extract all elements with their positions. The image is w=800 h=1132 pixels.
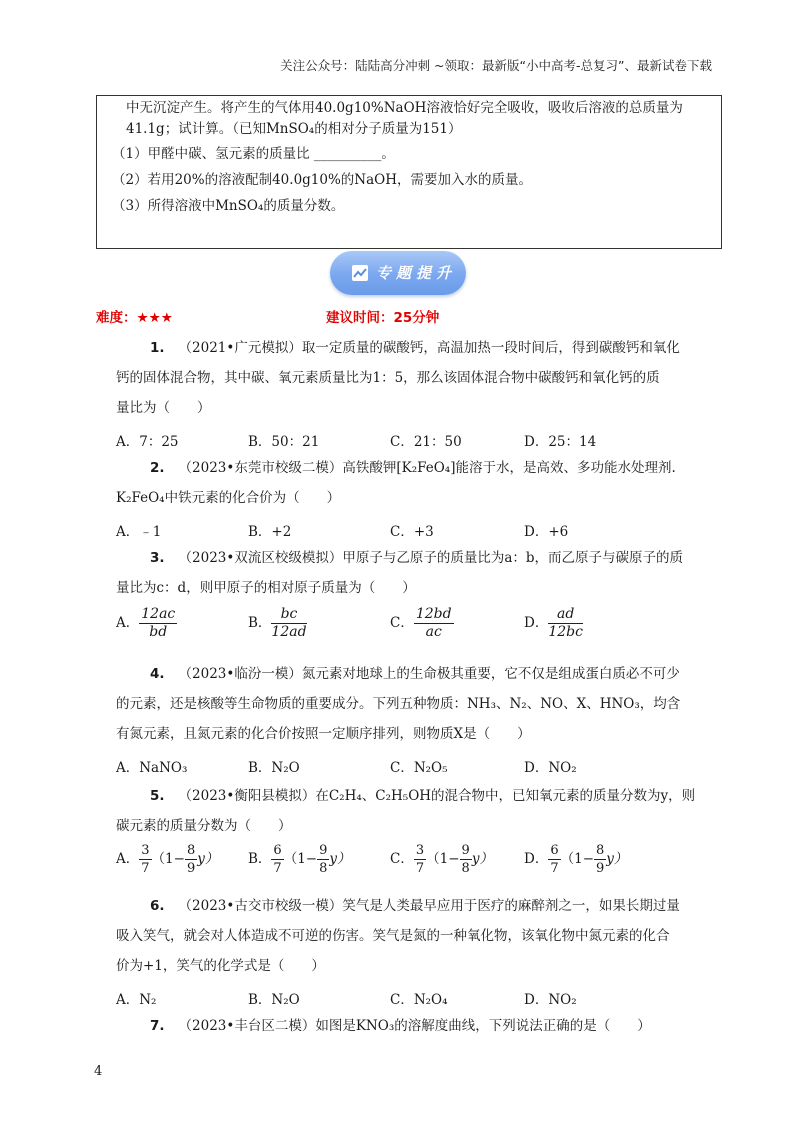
question-text: （2021•广元模拟）取一定质量的碳酸钙，高温加热一段时间后，得到碳酸钙和氧化 (178, 340, 680, 356)
option-label: A． (116, 851, 140, 867)
question-2-option[interactable]: C．+3 (390, 524, 434, 540)
fraction-numerator: 8 (596, 843, 605, 858)
fraction-denominator: bd (149, 624, 168, 640)
question-6-option[interactable]: B．N₂O (248, 992, 300, 1008)
option-fraction-a (271, 842, 283, 877)
section-banner (330, 251, 466, 295)
option-fraction-b (460, 842, 472, 877)
option-fraction (271, 606, 306, 641)
option-label: D． (524, 615, 549, 631)
question-number: 4. (150, 666, 165, 682)
paren-open: （1− (426, 851, 460, 867)
question-6-line: 价为+1，笑气的化学式是（ ） (116, 958, 325, 974)
fraction-numerator: 9 (319, 843, 328, 858)
option-fraction (139, 606, 177, 641)
question-5-option[interactable] (248, 842, 351, 877)
option-fraction-b (317, 842, 329, 877)
fraction-numerator: 6 (550, 843, 559, 858)
question-3-option[interactable] (524, 606, 583, 641)
question-1-option[interactable]: C．21：50 (390, 434, 462, 450)
fraction-denominator: 8 (319, 861, 328, 876)
question-number: 7. (150, 1018, 165, 1034)
option-label: D． (524, 851, 549, 867)
question-4-line: 有氮元素，且氮元素的化合价按照一定顺序排列，则物质X是（ ） (116, 726, 531, 742)
fraction-denominator: 7 (550, 861, 559, 876)
fraction-denominator: ac (425, 624, 442, 640)
fraction-numerator: 3 (415, 843, 425, 858)
question-5-option[interactable] (390, 842, 493, 877)
fraction-denominator: 7 (415, 861, 425, 876)
fraction-numerator: ad (548, 606, 583, 624)
question-4-option[interactable]: C．N₂O₅ (390, 760, 448, 776)
box-subquestion-1: （1）甲醛中碳、氢元素的质量比 __________。 (112, 146, 395, 162)
option-fraction-a (139, 842, 151, 877)
question-text: （2023•双流区校级模拟）甲原子与乙原子的质量比为a：b，而乙原子与碳原子的质 (178, 550, 684, 566)
question-number: 6. (150, 898, 165, 914)
paren-open: （1− (151, 851, 185, 867)
box-subquestion-2: （2）若用20%的溶液配制40.0g10%的NaOH，需要加入水的质量。 (112, 172, 533, 188)
question-4-option[interactable]: D．NO₂ (524, 760, 577, 776)
box-line-2: 41.1g；试计算。（已知MnSO₄的相对分子质量为151） (126, 121, 462, 137)
question-6-line (150, 896, 680, 916)
option-label: C． (390, 851, 414, 867)
question-number: 3. (150, 550, 165, 566)
question-2-option[interactable]: D．+6 (524, 524, 569, 540)
question-5-line: 碳元素的质量分数为（ ） (116, 818, 292, 834)
fraction-denominator: 7 (141, 861, 150, 876)
question-1-line: 钙的固体混合物，其中碳、氧元素质量比为1：5，那么该固体混合物中碳酸钙和氧化钙的质 (116, 370, 660, 386)
question-3-option[interactable] (390, 606, 454, 641)
fraction-denominator: 7 (273, 861, 282, 876)
option-fraction (548, 606, 583, 641)
question-text: （2023•临汾一模）氮元素对地球上的生命极其重要，它不仅是组成蛋白质必不可少 (178, 666, 680, 682)
question-2-option[interactable]: A．﹣1 (116, 524, 162, 540)
question-text: （2023•东莞市校级二模）高铁酸钾[K₂FeO₄]能溶于水，是高效、多功能水处理剂. (178, 460, 676, 476)
option-label: A． (116, 615, 140, 631)
question-2-line: K₂FeO₄中铁元素的化合价为（ ） (116, 490, 341, 506)
paren-open: （1− (560, 851, 595, 867)
question-text: （2023•丰台区二模）如图是KNO₃的溶解度曲线，下列说法正确的是（ ） (178, 1018, 651, 1034)
page-header: 关注公众号：陆陆高分冲刺 ~领取：最新版“小中高考-总复习”、最新试卷下载 (280, 58, 712, 73)
question-4-line (150, 664, 680, 684)
question-3-line: 量比为c：d，则甲原子的相对原子质量为（ ） (116, 580, 416, 596)
question-number: 1. (150, 340, 165, 356)
fraction-numerator: 6 (273, 843, 282, 858)
question-2-option[interactable]: B．+2 (248, 524, 292, 540)
question-5-option[interactable] (116, 842, 218, 877)
question-1-option[interactable]: B．50：21 (248, 434, 320, 450)
paren-open: （1− (283, 851, 318, 867)
option-fraction-b (594, 842, 606, 877)
question-6-option[interactable]: D．NO₂ (524, 992, 577, 1008)
box-line-1: 中无沉淀产生。将产生的气体用40.0g10%NaOH溶液恰好完全吸收，吸收后溶液的总质量为 (126, 100, 683, 116)
fraction-numerator: 8 (186, 843, 196, 858)
section-title: 专题提升 (376, 264, 457, 282)
question-7-line (150, 1016, 651, 1036)
difficulty (96, 306, 173, 326)
box-subquestion-3: （3）所得溶液中MnSO₄的质量分数。 (112, 198, 345, 214)
question-2-line (150, 458, 676, 478)
fraction-denominator: 12bc (548, 624, 583, 640)
option-fraction-a (414, 842, 426, 877)
fraction-numerator: 12bd (415, 606, 452, 622)
question-6-option[interactable]: A．N₂ (116, 992, 157, 1008)
question-6-line: 吸入笑气，就会对人体造成不可逆的伤害。笑气是氮的一种氧化物，该氧化物中氮元素的化合 (116, 928, 670, 944)
fraction-numerator: 3 (141, 843, 150, 858)
option-fraction-b (185, 842, 197, 877)
fraction-numerator: 12ac (141, 606, 176, 622)
page-number: 4 (94, 1064, 103, 1079)
question-3-option[interactable] (248, 606, 307, 641)
option-fraction (414, 606, 454, 641)
fraction-denominator: 8 (461, 861, 470, 876)
fraction-denominator: 9 (596, 861, 605, 876)
chart-icon (352, 265, 368, 281)
question-3-option[interactable] (116, 606, 177, 641)
difficulty-label: 难度： (96, 310, 137, 326)
difficulty-stars: ★★★ (136, 310, 173, 326)
question-1-line (150, 338, 680, 358)
question-1-option[interactable]: D．25：14 (524, 434, 597, 450)
fraction-numerator: bc (271, 606, 306, 624)
question-5-option[interactable] (524, 842, 627, 877)
option-label: B． (248, 615, 272, 631)
question-text: （2023•衡阳县模拟）在C₂H₄、C₂H₅OH的混合物中，已知氧元素的质量分数为y，则 (178, 788, 696, 804)
option-label: B． (248, 851, 272, 867)
question-number: 5. (150, 788, 165, 804)
option-fraction-a (548, 842, 560, 877)
question-4-line: 的元素，还是核酸等生命物质的重要成分。下列五种物质：NH₃、N₂、NO、X、HNO₃，均含 (116, 696, 681, 712)
option-tail: y） (471, 851, 493, 867)
suggested-time: 建议时间：25分钟 (326, 310, 440, 326)
question-1-option[interactable]: A．7：25 (116, 434, 179, 450)
question-5-line (150, 786, 695, 806)
question-4-option[interactable]: A．NaNO₃ (116, 760, 188, 776)
option-tail: y） (329, 851, 351, 867)
fraction-numerator: 9 (461, 843, 470, 858)
question-text: （2023•古交市校级一模）笑气是人类最早应用于医疗的麻醉剂之一，如果长期过量 (178, 898, 680, 914)
option-tail: y） (606, 851, 628, 867)
fraction-denominator: 12ad (271, 624, 307, 640)
question-1-line: 量比为（ ） (116, 400, 211, 416)
question-3-line (150, 548, 683, 568)
fraction-denominator: 9 (186, 861, 196, 876)
question-6-option[interactable]: C．N₂O₄ (390, 992, 448, 1008)
option-label: C． (390, 615, 414, 631)
option-tail: y） (197, 851, 219, 867)
question-number: 2. (150, 460, 165, 476)
question-4-option[interactable]: B．N₂O (248, 760, 300, 776)
